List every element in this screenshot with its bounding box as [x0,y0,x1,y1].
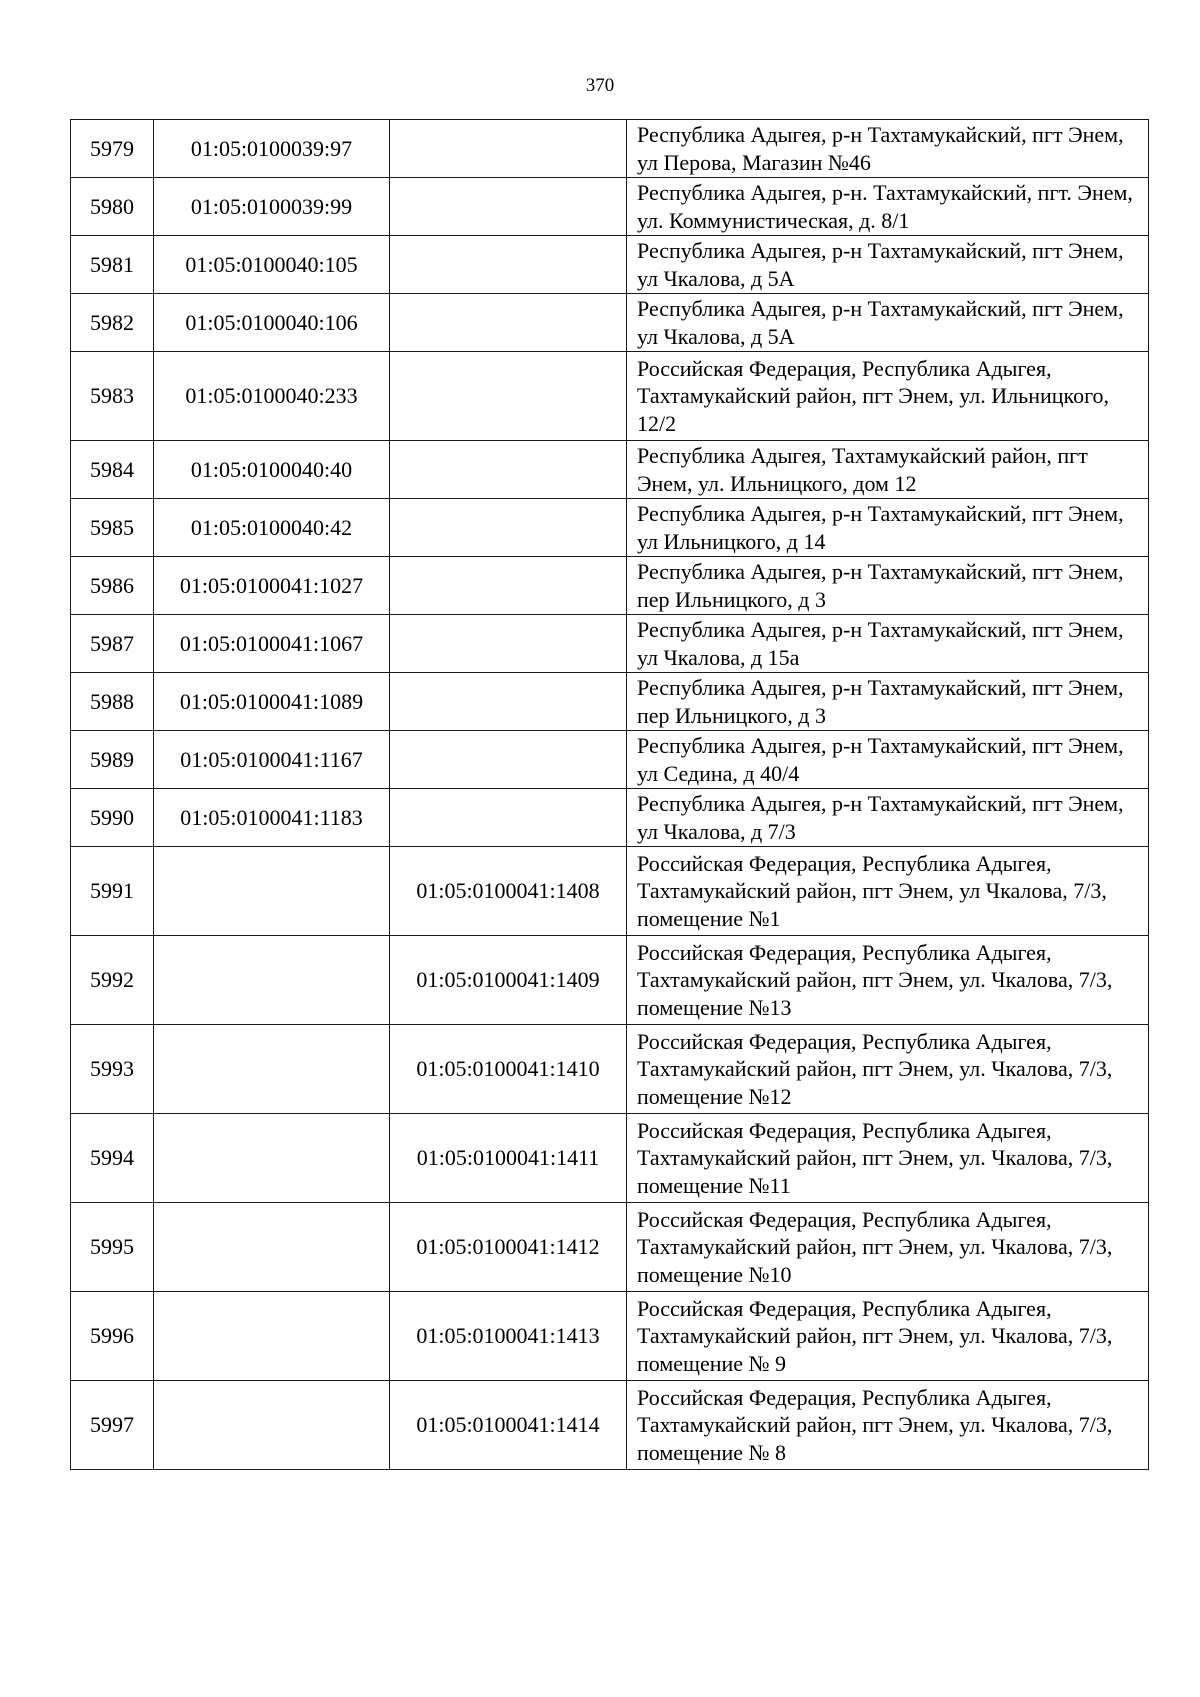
object-cadastral-number-cell [390,294,627,352]
address-cell: Российская Федерация, Республика Адыгея, Тахтамукайский район, пгт Энем, ул. Чкалова, 7/3, помещение № 8 [627,1381,1149,1470]
address-cell: Республика Адыгея, р-н Тахтамукайский, пгт Энем, ул Чкалова, д 15а [627,615,1149,673]
row-number-cell: 5988 [71,673,154,731]
row-number-cell: 5984 [71,441,154,499]
table-row [71,441,1149,499]
table-row [71,936,1149,1025]
land-cadastral-number-cell: 01:05:0100041:1167 [154,731,390,789]
land-cadastral-number-cell: 01:05:0100040:233 [154,352,390,441]
table-row [71,178,1149,236]
row-number-cell: 5979 [71,120,154,178]
row-number-cell: 5989 [71,731,154,789]
object-cadastral-number-cell: 01:05:0100041:1410 [390,1025,627,1114]
address-cell: Республика Адыгея, р-н. Тахтамукайский, пгт. Энем, ул. Коммунистическая, д. 8/1 [627,178,1149,236]
object-cadastral-number-cell [390,615,627,673]
address-cell: Республика Адыгея, р-н Тахтамукайский, пгт Энем, ул Чкалова, д 5А [627,294,1149,352]
row-number-cell: 5982 [71,294,154,352]
registry-table-body [71,120,1149,1470]
registry-table [70,119,1149,1470]
land-cadastral-number-cell: 01:05:0100040:105 [154,236,390,294]
row-number-cell: 5990 [71,789,154,847]
object-cadastral-number-cell [390,178,627,236]
object-cadastral-number-cell [390,731,627,789]
row-number-cell: 5981 [71,236,154,294]
row-number-cell: 5997 [71,1381,154,1470]
object-cadastral-number-cell: 01:05:0100041:1414 [390,1381,627,1470]
land-cadastral-number-cell: 01:05:0100039:97 [154,120,390,178]
address-cell: Российская Федерация, Республика Адыгея, Тахтамукайский район, пгт Энем, ул Чкалова, 7/3, помещение №1 [627,847,1149,936]
land-cadastral-number-cell: 01:05:0100039:99 [154,178,390,236]
row-number-cell: 5993 [71,1025,154,1114]
table-row [71,352,1149,441]
table-row [71,615,1149,673]
table-row [71,1025,1149,1114]
table-row [71,1381,1149,1470]
row-number-cell: 5991 [71,847,154,936]
land-cadastral-number-cell [154,1381,390,1470]
object-cadastral-number-cell [390,236,627,294]
object-cadastral-number-cell [390,352,627,441]
row-number-cell: 5986 [71,557,154,615]
address-cell: Российская Федерация, Республика Адыгея, Тахтамукайский район, пгт Энем, ул. Чкалова, 7/3, помещение №11 [627,1114,1149,1203]
object-cadastral-number-cell [390,673,627,731]
row-number-cell: 5985 [71,499,154,557]
address-cell: Республика Адыгея, р-н Тахтамукайский, пгт Энем, пер Ильницкого, д 3 [627,557,1149,615]
land-cadastral-number-cell [154,847,390,936]
address-cell: Республика Адыгея, р-н Тахтамукайский, пгт Энем, ул Ильницкого, д 14 [627,499,1149,557]
object-cadastral-number-cell: 01:05:0100041:1413 [390,1292,627,1381]
row-number-cell: 5995 [71,1203,154,1292]
object-cadastral-number-cell [390,120,627,178]
address-cell: Республика Адыгея, р-н Тахтамукайский, пгт Энем, ул Седина, д 40/4 [627,731,1149,789]
table-row [71,673,1149,731]
table-row [71,236,1149,294]
object-cadastral-number-cell [390,441,627,499]
row-number-cell: 5996 [71,1292,154,1381]
row-number-cell: 5992 [71,936,154,1025]
address-cell: Российская Федерация, Республика Адыгея, Тахтамукайский район, пгт Энем, ул. Чкалова, 7/3, помещение №12 [627,1025,1149,1114]
address-cell: Российская Федерация, Республика Адыгея, Тахтамукайский район, пгт Энем, ул. Ильницкого, 12/2 [627,352,1149,441]
table-row [71,731,1149,789]
row-number-cell: 5987 [71,615,154,673]
row-number-cell: 5983 [71,352,154,441]
page-number: 370 [585,75,615,96]
address-cell: Республика Адыгея, р-н Тахтамукайский, пгт Энем, ул Чкалова, д 5А [627,236,1149,294]
land-cadastral-number-cell: 01:05:0100041:1027 [154,557,390,615]
table-row [71,789,1149,847]
land-cadastral-number-cell: 01:05:0100040:42 [154,499,390,557]
land-cadastral-number-cell: 01:05:0100040:106 [154,294,390,352]
land-cadastral-number-cell: 01:05:0100040:40 [154,441,390,499]
address-cell: Республика Адыгея, р-н Тахтамукайский, пгт Энем, ул Перова, Магазин №46 [627,120,1149,178]
address-cell: Республика Адыгея, р-н Тахтамукайский, пгт Энем, ул Чкалова, д 7/3 [627,789,1149,847]
land-cadastral-number-cell [154,1292,390,1381]
land-cadastral-number-cell [154,1025,390,1114]
table-row [71,1114,1149,1203]
object-cadastral-number-cell: 01:05:0100041:1411 [390,1114,627,1203]
land-cadastral-number-cell: 01:05:0100041:1089 [154,673,390,731]
address-cell: Российская Федерация, Республика Адыгея, Тахтамукайский район, пгт Энем, ул. Чкалова, 7/3, помещение №10 [627,1203,1149,1292]
table-row [71,1203,1149,1292]
object-cadastral-number-cell [390,499,627,557]
land-cadastral-number-cell [154,936,390,1025]
land-cadastral-number-cell: 01:05:0100041:1067 [154,615,390,673]
address-cell: Республика Адыгея, Тахтамукайский район, пгт Энем, ул. Ильницкого, дом 12 [627,441,1149,499]
object-cadastral-number-cell [390,557,627,615]
row-number-cell: 5980 [71,178,154,236]
land-cadastral-number-cell: 01:05:0100041:1183 [154,789,390,847]
table-row [71,120,1149,178]
land-cadastral-number-cell [154,1114,390,1203]
object-cadastral-number-cell [390,789,627,847]
table-row [71,847,1149,936]
object-cadastral-number-cell: 01:05:0100041:1408 [390,847,627,936]
table-row [71,1292,1149,1381]
table-row [71,294,1149,352]
address-cell: Российская Федерация, Республика Адыгея, Тахтамукайский район, пгт Энем, ул. Чкалова, 7/3, помещение № 9 [627,1292,1149,1381]
table-row [71,557,1149,615]
address-cell: Российская Федерация, Республика Адыгея, Тахтамукайский район, пгт Энем, ул. Чкалова, 7/3, помещение №13 [627,936,1149,1025]
row-number-cell: 5994 [71,1114,154,1203]
object-cadastral-number-cell: 01:05:0100041:1409 [390,936,627,1025]
table-row [71,499,1149,557]
address-cell: Республика Адыгея, р-н Тахтамукайский, пгт Энем, пер Ильницкого, д 3 [627,673,1149,731]
object-cadastral-number-cell: 01:05:0100041:1412 [390,1203,627,1292]
land-cadastral-number-cell [154,1203,390,1292]
